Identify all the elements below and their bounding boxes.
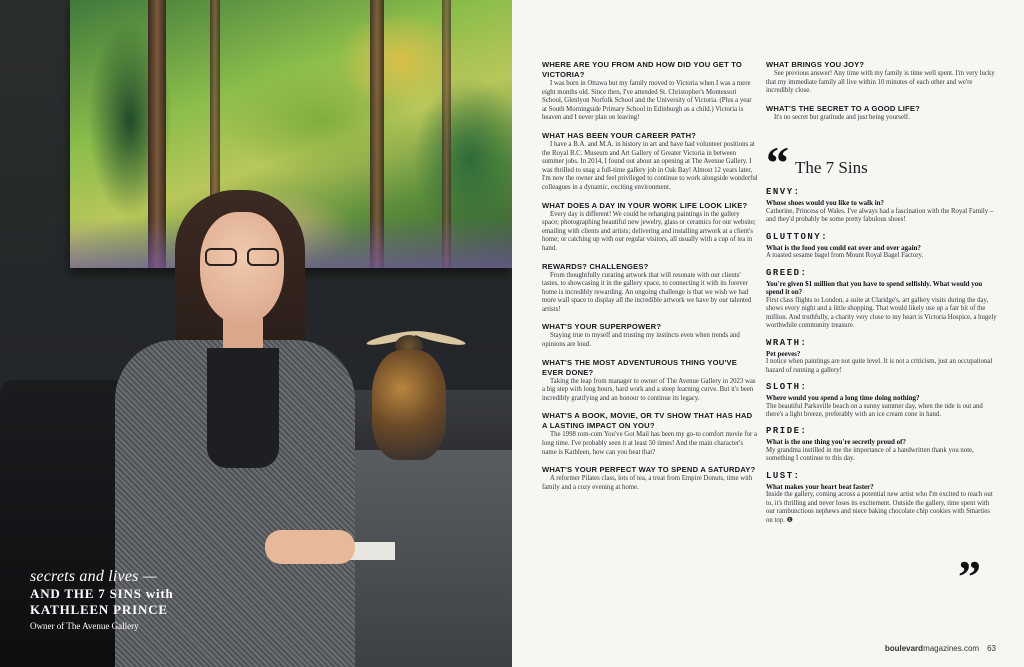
- sin-name: WRATH:: [766, 337, 808, 348]
- sin-envy: [766, 186, 998, 224]
- answer-text: A reformer Pilates class, lots of tea, a treat from Empire Donuts, time with family and a cozy evening at home.: [542, 475, 753, 491]
- sin-lust: [766, 470, 998, 525]
- open-quote-icon: “: [766, 137, 789, 189]
- caption-kicker: secrets and lives —: [30, 568, 158, 585]
- photo-caption: [30, 568, 174, 632]
- sin-answer: The beautiful Parksville beach on a sunny summer day, when the tide is out and there's a light breeze, preferably with an ice cream cone in hand.: [766, 402, 983, 418]
- caption-headline-1: AND THE 7 SINS with: [30, 586, 174, 601]
- answer-text: Staying true to myself and trusting my instincts even when trends and opinions are loud.: [542, 332, 740, 349]
- question-heading: WHERE ARE YOU FROM AND HOW DID YOU GET TO VICTORIA?: [542, 60, 743, 79]
- answer-text: From thoughtfully curating artwork that will resonate with our clients' tastes, to showcasing it in the gallery space, to connecting it with its forever home is incredibly rewarding. An ongoing challenge is that we wish we had more wall space to display all the incredible artwork we have by our talented artists!: [542, 271, 752, 313]
- page-footer: [885, 644, 996, 653]
- question-heading: WHAT'S YOUR PERFECT WAY TO SPEND A SATURDAY?: [542, 465, 756, 475]
- sin-answer: Catherine, Princess of Wales. I've always had a fascination with the Royal Family – and they'd probably be some pretty fabulous shoes!: [766, 207, 994, 224]
- answer-text: I was born in Ottawa but my family moved to Victoria when I was a mere eight months old. Since then, I've attended St. Christopher's Montessori School, Glenlyon Norfolk School and the University of Victoria. (Plus a year at South Morningside Primary School in Edinburgh as a child.) Victoria is heaven and I never plan on leaving!: [542, 80, 752, 122]
- page-number: 63: [987, 644, 996, 653]
- sin-greed: [766, 267, 998, 331]
- sin-answer: I notice when paintings are not quite level. It is not a criticism, just an occupational hazard of running a gallery!: [766, 358, 993, 374]
- sins-heading: The 7 Sins: [795, 158, 868, 178]
- sin-name: GREED:: [766, 267, 808, 278]
- sin-name: PRIDE:: [766, 426, 808, 437]
- answer-text: The 1998 rom-com You've Got Mail has been my go-to comfort movie for a long time. I've probably seen it at least 50 times! And the main character's name is Kathleen, how can you beat that?: [542, 431, 757, 456]
- sin-answer: A toasted sesame bagel from Mount Royal Bagel Factory.: [766, 252, 924, 260]
- sin-question: What is the food you could eat over and over again?: [766, 243, 921, 252]
- sin-question: You're given $1 million that you have to spend selfishly. What would you spend it on?: [766, 279, 983, 297]
- answer-text: Taking the leap from manager to owner of The Avenue Gallery in 2023 was a big step with long hours, hard work and a steep learning curve. But it's been incredibly gratifying and an honour to continue its legacy.: [542, 377, 756, 402]
- caption-headline-2: KATHLEEN PRINCE: [30, 602, 168, 617]
- ceramic-vase: [372, 350, 446, 460]
- sin-sloth: [766, 381, 998, 419]
- question-heading: WHAT'S THE SECRET TO A GOOD LIFE?: [766, 103, 920, 113]
- footer-site-bold: boulevard: [884, 644, 924, 653]
- question-heading: WHAT HAS BEEN YOUR CAREER PATH?: [542, 130, 697, 140]
- answer-text: Every day is different! We could be rehanging paintings in the gallery space; photographing beautiful new jewelry, glass or ceramics for our website; emailing with clients and artists; delivering and installing artwork at a client's home; or catching up with our regular visitors, all usually with a cup of tea in hand.: [542, 210, 756, 252]
- article-column-left: [542, 60, 758, 492]
- close-quote-icon: ”: [958, 551, 981, 602]
- sin-name: GLUTTONY:: [766, 231, 829, 242]
- caption-role: Owner of The Avenue Gallery: [30, 621, 139, 631]
- answer-text: It's no secret but gratitude and just being yourself.: [774, 113, 910, 121]
- sin-gluttony: [766, 231, 998, 261]
- answer-text: See previous answer! Any time with my family is time well spent. I'm very lucky that my immediate family all live within 10 minutes of each other and we're incredibly close.: [766, 70, 995, 95]
- sin-question: Whose shoes would you like to walk in?: [766, 199, 885, 208]
- sin-answer: My grandma instilled in me the importance of a handwritten thank you note, something I continue to this day.: [766, 447, 974, 463]
- sins-section-title: [766, 137, 998, 189]
- sin-name: SLOTH:: [766, 382, 808, 392]
- sin-answer: First class flights to London, a suite at Claridge's, art gallery visits during the day, shows every night and a little shopping. That would likely use up a fair bit of the million. And truthfully, a charity very close to my heart is Victoria Hospice, a hugely worthwhile community treasure.: [766, 296, 997, 330]
- sin-wrath: [766, 337, 998, 375]
- question-heading: REWARDS? CHALLENGES?: [542, 261, 649, 271]
- answer-text: I have a B.A. and M.A. in history in art and have had volunteer positions at the Royal B.C. Museum and Art Gallery of Greater Victoria in between summer jobs. In 2014, I found out about an opening at The Avenue Gallery. I was thrilled to snag a full-time gallery job in Oak Bay! Almost 12 years later, I'm now the owner and feel privileged to continue to work alongside wonderful colleagues in a dynamic, exciting environment.: [542, 140, 758, 191]
- question-heading: WHAT'S A BOOK, MOVIE, OR TV SHOW THAT HAS HAD A LASTING IMPACT ON YOU?: [542, 411, 753, 431]
- question-heading: WHAT BRINGS YOU JOY?: [766, 60, 865, 69]
- question-heading: WHAT'S THE MOST ADVENTUROUS THING YOU'VE EVER DONE?: [542, 357, 737, 377]
- footer-site-rest: magazines.com: [923, 644, 980, 653]
- sin-question: What makes your heart beat faster?: [766, 482, 874, 491]
- question-heading: WHAT'S YOUR SUPERPOWER?: [542, 322, 662, 332]
- sin-question: What is the one thing you're secretly proud of?: [766, 438, 907, 447]
- article-column-right: [766, 60, 998, 525]
- sin-pride: [766, 425, 998, 463]
- article-page: [512, 0, 1024, 667]
- question-heading: WHAT DOES A DAY IN YOUR WORK LIFE LOOK LIKE?: [542, 200, 748, 210]
- sin-name: ENVY:: [766, 187, 801, 198]
- sin-answer: Inside the gallery, coming across a potential new artist who I'm excited to reach out to, it's thrilling and never loses its excitement. Outside the gallery, time spent with our rambunctious nephews and niece baking chocolate chip cookies with Smarties on top. ❶: [766, 491, 993, 524]
- sin-name: LUST:: [766, 470, 801, 481]
- sin-question: Pet peeves?: [766, 349, 801, 358]
- sin-question: Where would you spend a long time doing nothing?: [766, 394, 920, 402]
